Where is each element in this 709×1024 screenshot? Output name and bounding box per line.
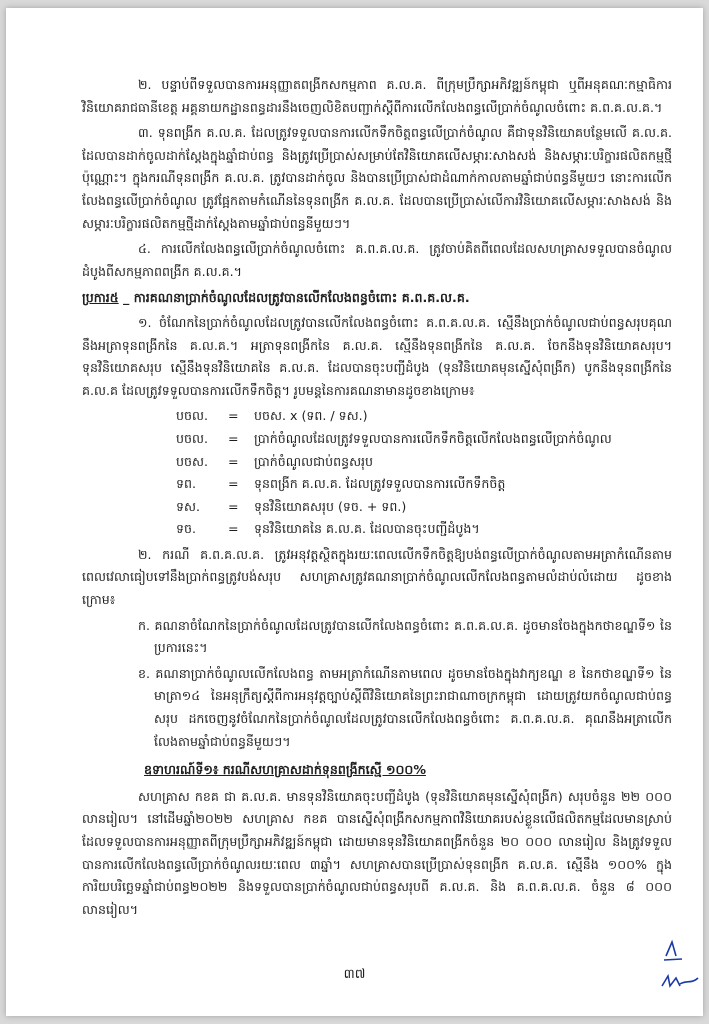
- paragraph-4: ៤. ការលើកលែងពន្ធលើប្រាក់ចំណូលចំពោះ គ.ព.គ.ល.គ. ត្រូវចាប់គិតពីពេលដែលសហគ្រាសទទួលបានចំណូលដំបូងពីសកម្មភាពពង្រីក គ.ល.គ.។: [82, 241, 672, 279]
- formula-eq: =: [228, 408, 239, 424]
- formula-eq: =: [228, 430, 239, 446]
- clause-2: ២. ករណី គ.ព.គ.ល.គ. ត្រូវអនុវត្តស្ថិតក្នុងរយៈពេលលើកទឹកចិត្តឱ្យបង់ពន្ធលើប្រាក់ចំណូលតាមអត្រាកំណើនតាមពេលវេលាធៀបទៅនឹងប្រាក់ពន្ធត្រូវបង់សរុប សហគ្រាសត្រូវគណនាប្រាក់ចំណូលលើកលែងពន្ធតាមលំដាប់លំដោយ ដូចខាងក្រោម៖: [82, 546, 672, 608]
- formula-def: ទុនវិនិយោគសរុប (ទច. + ទព.): [254, 498, 407, 514]
- formula-eq: =: [228, 521, 239, 537]
- formula-def: ទុនវិនិយោគនៃ គ.ល.គ. ដែលបានចុះបញ្ជីដំបូង។: [254, 521, 480, 537]
- formula-block: [176, 405, 672, 541]
- handwritten-initials: [658, 926, 702, 996]
- article-title: _ ការគណនាប្រាក់ចំណូលដែលត្រូវបានលើកលែងពន្ធចំពោះ គ.ព.គ.ល.គ.: [118, 290, 470, 306]
- paragraph-2: ២. បន្ទាប់ពីទទួលបានការអនុញ្ញាតពង្រីកសកម្មភាព គ.ល.គ. ពីក្រុមប្រឹក្សាអភិវឌ្ឍន៍កម្ពុជា ឬពីអនុគណៈកម្មាធិការវិនិយោគរាជធានីខេត្ត អគ្គនាយកដ្ឋានពន្ធដារនឹងចេញលិខិតបញ្ជាក់ស្ដីពីការលើកលែងពន្ធលើប្រាក់ចំណូលចំពោះ គ.ព.គ.ល.គ.។: [82, 77, 672, 115]
- document-page: [6, 8, 703, 1016]
- formula-sym: បចល.: [176, 408, 208, 424]
- faint-watermark: [306, 34, 320, 72]
- article-heading: [82, 287, 672, 310]
- formula-def: ទុនពង្រីក គ.ល.គ. ដែលត្រូវទទួលបានការលើកទឹកចិត្ត: [254, 476, 506, 492]
- formula-sym: ទព.: [176, 476, 196, 492]
- formula-def: ប្រាក់ចំណូលជាប់ពន្ធសរុប: [254, 453, 374, 469]
- formula-sym: ទស.: [176, 498, 200, 514]
- formula-sym: បចល.: [176, 430, 208, 446]
- example-title: ឧទាហរណ៍ទី១៖ ករណីសហគ្រាសដាក់ទុនពង្រីកស្មើ ១០០%: [144, 762, 426, 778]
- page-content: [82, 74, 672, 924]
- formula-def: ប្រាក់ចំណូលដែលត្រូវទទួលបានការលើកទឹកចិត្តលើកលែងពន្ធលើប្រាក់ចំណូល: [254, 430, 612, 446]
- formula-def: បចស. x (ទព. / ទស.): [254, 408, 368, 424]
- formula-eq: =: [228, 476, 239, 492]
- formula-eq: =: [228, 453, 239, 469]
- formula-sym: ទច.: [176, 521, 196, 537]
- sub-clause-b: ខ. គណនាប្រាក់ចំណូលលើកលែងពន្ធ តាមអត្រាកំណើនតាមពេល ដូចមានចែងក្នុងវាក្យខណ្ឌ ខ នៃកថាខណ្ឌទី១ នៃមាត្រា១៤ នៃអនុក្រឹត្យស្ដីពីការអនុវត្តច្បាប់ស្ដីពីវិនិយោគនៃព្រះរាជាណាចក្រកម្ពុជា ដោយត្រូវយកចំណូលជាប់ពន្ធសរុប ដកចេញនូវចំណែកនៃប្រាក់ចំណូលដែលត្រូវបានលើកលែងពន្ធចំពោះ គ.ព.គ.ល.គ. គុណនឹងអត្រាលើកលែងតាមឆ្នាំជាប់ពន្ធនីមួយៗ។: [138, 665, 672, 749]
- clause-1: ១. ចំណែកនៃប្រាក់ចំណូលដែលត្រូវបានលើកលែងពន្ធចំពោះ គ.ព.គ.ល.គ. ស្មើនឹងប្រាក់ចំណូលជាប់ពន្ធសរុបគុណនឹងអត្រាទុនពង្រីកនៃ គ.ល.គ.។ អត្រាទុនពង្រីកនៃ គ.ល.គ. ស្មើនឹងទុនពង្រីកនៃ គ.ល.គ. ចែកនឹងទុនវិនិយោគសរុប។ ទុនវិនិយោគសរុប ស្មើនឹងទុនវិនិយោគនៃ គ.ល.គ. ដែលបានចុះបញ្ជីដំបូង (ទុនវិនិយោគមុនស្នើសុំពង្រីក) បូកនឹងទុនពង្រីកនៃ គ.ល.គ ដែលត្រូវទទួលបានការលើកទឹកចិត្ត។ រូបមន្តនៃការគណនាមានដូចខាងក្រោម៖: [82, 314, 672, 398]
- example-body: សហគ្រាស កខគ ជា គ.ល.គ. មានទុនវិនិយោគចុះបញ្ជីដំបូង (ទុនវិនិយោគមុនស្នើសុំពង្រីក) សរុបចំនួន ២២ ០០០ លានរៀល។ នៅដើមឆ្នាំ២០២២ សហគ្រាស កខគ បានស្នើសុំពង្រីកសកម្មភាពវិនិយោគរបស់ខ្លួនលើផលិតកម្មដែលមានស្រាប់ ដែលទទួលបានការអនុញ្ញាតពីក្រុមប្រឹក្សាអភិវឌ្ឍន៍កម្ពុជា ដោយមានទុនវិនិយោគពង្រីកចំនួន ២០ ០០០ លានរៀល និងត្រូវទទួលបានការលើកលែងពន្ធលើប្រាក់ចំណូលរយៈពេល ៣ឆ្នាំ។ សហគ្រាសបានប្រើប្រាស់ទុនពង្រីក គ.ល.គ. ស្មើនឹង ១០០% ក្នុងការិយបរិច្ឆេទឆ្នាំជាប់ពន្ធ២០២២ និងទទួលបានប្រាក់ចំណូលជាប់ពន្ធសរុបពី គ.ល.គ. និង គ.ព.គ.ល.គ. ចំនួន ៨ ០០០ លានរៀល។: [82, 788, 672, 917]
- article-label: ប្រការ៥: [82, 290, 119, 306]
- sub-clause-a: ក. គណនាចំណែកនៃប្រាក់ចំណូលដែលត្រូវបានលើកលែងពន្ធចំពោះ គ.ព.គ.ល.គ. ដូចមានចែងក្នុងកថាខណ្ឌទី១ នៃប្រការនេះ។: [138, 617, 672, 656]
- paragraph-3: ៣. ទុនពង្រីក គ.ល.គ. ដែលត្រូវទទួលបានការលើកទឹកចិត្តពន្ធលើប្រាក់ចំណូល គឺជាទុនវិនិយោគបន្ថែមលើ គ.ល.គ. ដែលបានដាក់ចូលដាក់ស្ដែងក្នុងឆ្នាំជាប់ពន្ធ និងត្រូវប្រើប្រាស់សម្រាប់តែវិនិយោគលើសម្ភារៈសាងសង់ និងសម្ភារៈបរិក្ខារផលិតកម្មថ្មីប៉ុណ្ណោះ។ ក្នុងករណីទុនពង្រីក គ.ល.គ. ត្រូវបានដាក់ចូល និងបានប្រើប្រាស់ជាដំណាក់កាលតាមឆ្នាំជាប់ពន្ធនីមួយៗ នោះការលើកលែងពន្ធលើប្រាក់ចំណូល ត្រូវផ្អែកតាមកំណើននៃទុនពង្រីក គ.ល.គ. ដែលបានប្រើប្រាស់លើការវិនិយោគលើសម្ភារៈសាងសង់ និងសម្ភារៈបរិក្ខារផលិតកម្មថ្មីដាក់ស្ដែងតាមឆ្នាំជាប់ពន្ធនីមួយៗ។: [82, 125, 672, 231]
- formula-eq: =: [228, 498, 239, 514]
- page-number: ៣៧: [343, 967, 366, 982]
- formula-sym: បចស.: [176, 453, 208, 469]
